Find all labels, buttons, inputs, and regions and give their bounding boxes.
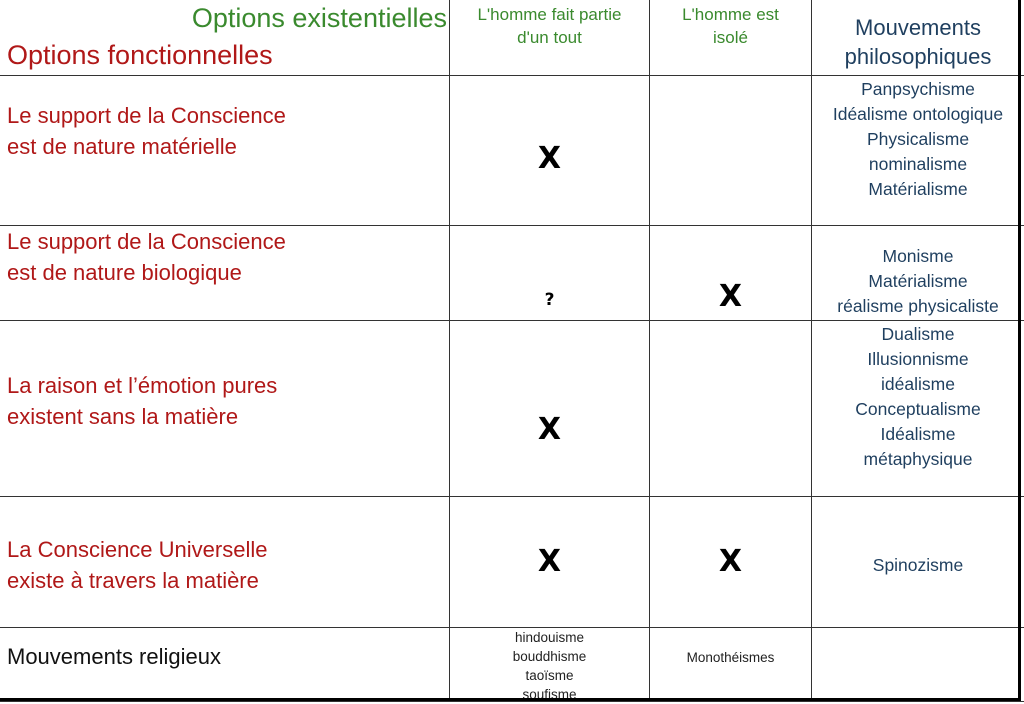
functional-options-heading: Options fonctionnelles xyxy=(7,40,273,70)
religious-list: hindouisme bouddhisme taoïsme soufisme xyxy=(512,629,587,701)
movements-list: Panpsychisme Idéalisme ontologique Physicalisme nominalisme Matérialisme xyxy=(832,78,1004,199)
existential-options-heading: Options existentielles xyxy=(191,3,447,33)
movements-list: Spinozisme xyxy=(872,554,964,575)
x-mark: X xyxy=(537,140,562,176)
question-mark: ? xyxy=(544,289,555,310)
isolated-heading: L'homme est isolé xyxy=(682,5,779,47)
row-label: La raison et l’émotion pures existent sans la matière xyxy=(7,372,278,429)
movements-list: Monisme Matérialisme réalisme physicaliste xyxy=(837,245,999,316)
philosophical-movements-heading: Mouvements philosophiques xyxy=(844,15,992,69)
part-of-whole-heading: L'homme fait partie d'un tout xyxy=(477,5,622,47)
monotheisms-label: Monothéismes xyxy=(686,649,775,665)
row-label: Le support de la Conscience est de nature biologique xyxy=(7,228,286,285)
religious-movements-label: Mouvements religieux xyxy=(7,643,221,669)
row-label: Le support de la Conscience est de nature matérielle xyxy=(7,102,286,159)
x-mark: X xyxy=(537,543,562,579)
x-mark: X xyxy=(718,278,743,314)
row-label: La Conscience Universelle existe à travers la matière xyxy=(7,536,268,593)
x-mark: X xyxy=(718,543,743,579)
movements-list: Dualisme Illusionnisme idéalisme Conceptualisme Idéalisme métaphysique xyxy=(855,323,981,469)
x-mark: X xyxy=(537,411,562,447)
